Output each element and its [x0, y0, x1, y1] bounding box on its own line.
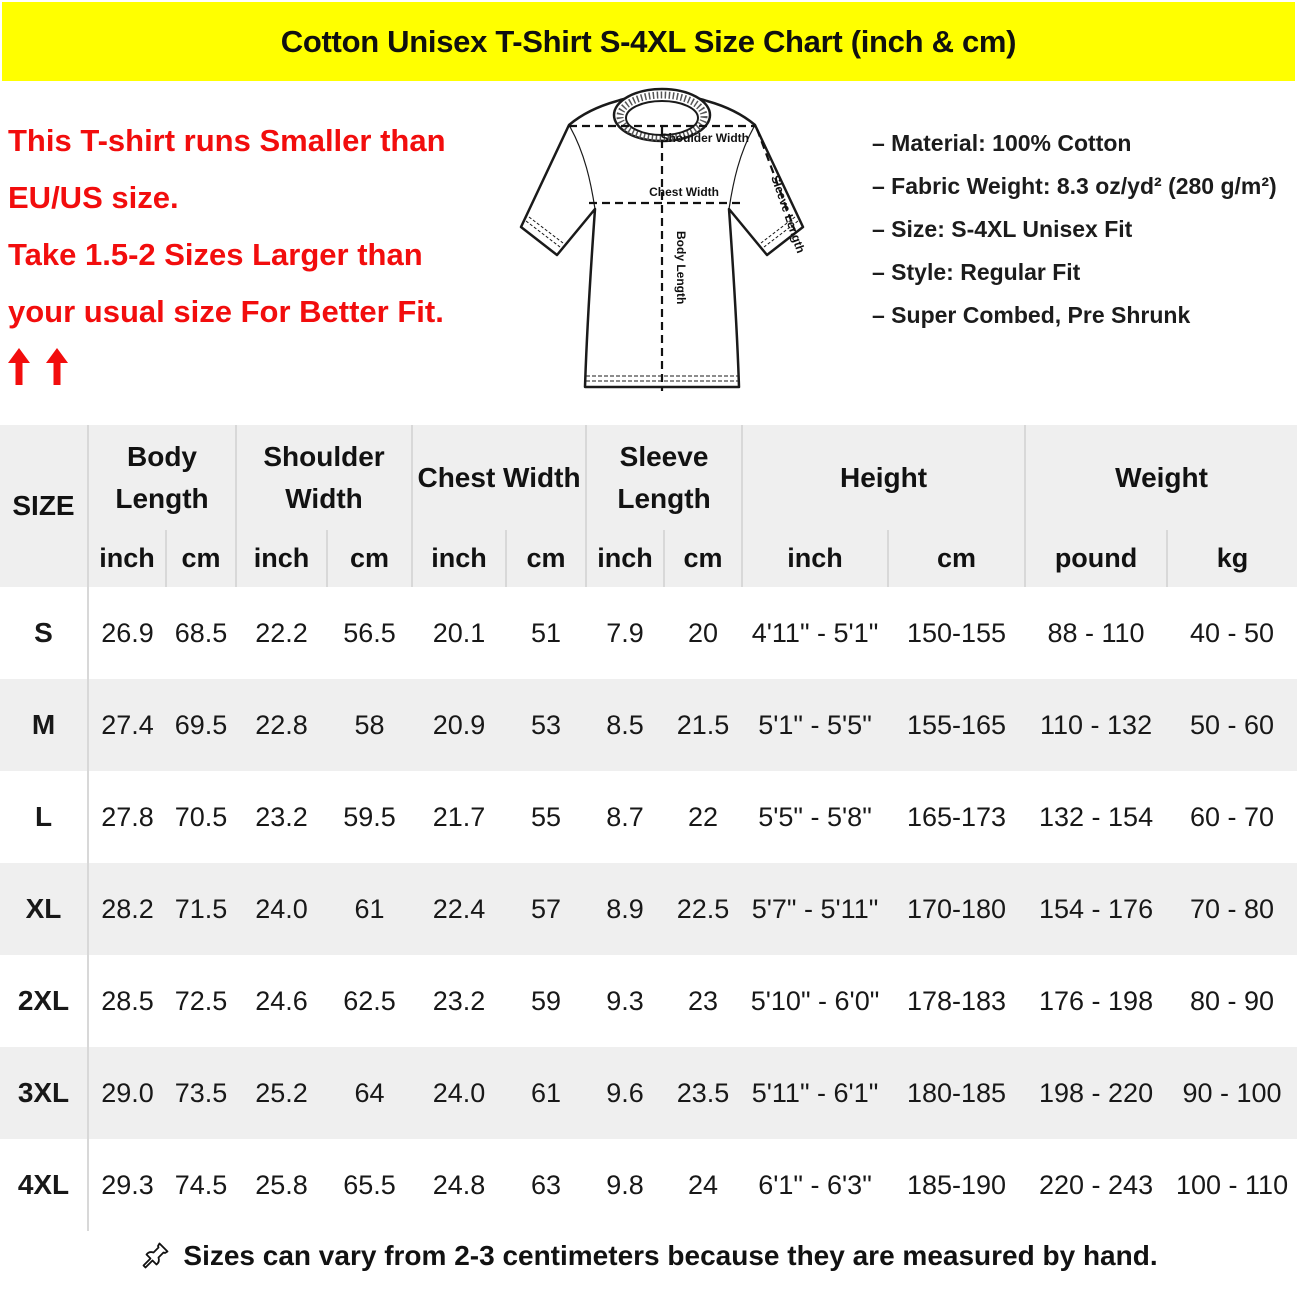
table-cell: 70 - 80 — [1190, 893, 1275, 924]
table-cell: 90 - 100 — [1182, 1077, 1282, 1108]
product-details-list — [872, 122, 1297, 337]
size-label: S — [0, 587, 88, 679]
table-cell: 56.5 — [343, 617, 396, 648]
table-cell: 68.5 — [174, 617, 228, 648]
table-row-4xl — [0, 1139, 1297, 1231]
table-cell: 178-183 — [906, 985, 1007, 1016]
table-cell: 5'7" - 5'11" — [751, 893, 879, 924]
table-cell: 5'10" - 6'0" — [750, 985, 880, 1016]
hand-measure-note — [0, 1240, 1297, 1272]
table-cell: 198 - 220 — [1039, 1077, 1154, 1108]
table-cell: 28.2 — [101, 893, 154, 924]
unit-header: kg — [1167, 530, 1297, 587]
note-text: Sizes can vary from 2-3 centimeters because they are measured by hand. — [183, 1240, 1158, 1271]
table-cell: 4'11" - 5'1" — [751, 617, 879, 648]
table-cell: 27.8 — [101, 801, 154, 832]
table-cell: 59 — [531, 985, 562, 1016]
table-cell: 100 - 110 — [1176, 1169, 1289, 1200]
table-cell: 59.5 — [343, 801, 396, 832]
fit-warning-line: This T-shirt runs Smaller than — [8, 123, 446, 158]
table-row-xl — [0, 863, 1297, 955]
table-row-3xl — [0, 1047, 1297, 1139]
detail-item-fabric-weight: – Fabric Weight: 8.3 oz/yd² (280 g/m²) — [872, 173, 1277, 199]
table-cell: 22.5 — [676, 893, 730, 924]
unit-header: cm — [166, 530, 236, 587]
table-cell: 51 — [531, 617, 562, 648]
tshirt-measurement-diagram — [505, 85, 861, 415]
table-cell: 21.7 — [432, 801, 486, 832]
table-cell: 176 - 198 — [1039, 985, 1154, 1016]
table-cell: 63 — [531, 1169, 562, 1200]
column-header-height: Height — [742, 425, 1025, 530]
table-cell: 64 — [354, 1077, 385, 1108]
table-cell: 5'11" - 6'1" — [751, 1077, 879, 1108]
table-cell: 74.5 — [174, 1169, 228, 1200]
table-cell: 180-185 — [906, 1077, 1007, 1108]
table-cell: 80 - 90 — [1190, 985, 1275, 1016]
table-cell: 62.5 — [343, 985, 396, 1016]
diagram-label-body-length: Body Length — [674, 231, 688, 305]
unit-header: pound — [1025, 530, 1167, 587]
table-cell: 5'5" - 5'8" — [758, 801, 872, 832]
unit-header: cm — [327, 530, 412, 587]
table-cell: 72.5 — [174, 985, 228, 1016]
size-label: L — [0, 771, 88, 863]
column-header-sleeve-length: Sleeve Length — [586, 425, 742, 530]
table-cell: 9.6 — [606, 1077, 644, 1108]
unit-header: inch — [88, 530, 166, 587]
table-cell: 70.5 — [174, 801, 228, 832]
page-title: Cotton Unisex T-Shirt S-4XL Size Chart (inch & cm) — [280, 23, 1017, 59]
table-cell: 71.5 — [174, 893, 228, 924]
table-cell: 132 - 154 — [1039, 801, 1154, 832]
detail-item-material: – Material: 100% Cotton — [872, 130, 1132, 156]
table-cell: 29.3 — [101, 1169, 154, 1200]
table-cell: 24.6 — [255, 985, 308, 1016]
unit-header: cm — [888, 530, 1025, 587]
table-cell: 110 - 132 — [1040, 709, 1153, 740]
table-cell: 27.4 — [101, 709, 154, 740]
diagram-label-chest-width: Chest Width — [649, 185, 719, 199]
detail-item-style: – Style: Regular Fit — [872, 259, 1081, 285]
fit-warning — [8, 112, 518, 385]
size-label: 4XL — [0, 1139, 88, 1231]
table-cell: 61 — [354, 893, 385, 924]
table-cell: 24.0 — [432, 1077, 486, 1108]
diagram-label-sleeve-length: Sleeve Length — [768, 173, 808, 255]
table-cell: 50 - 60 — [1190, 709, 1275, 740]
table-cell: 29.0 — [101, 1077, 154, 1108]
table-cell: 22 — [688, 801, 719, 832]
table-cell: 24.8 — [432, 1169, 486, 1200]
table-cell: 20.9 — [432, 709, 486, 740]
column-header-shoulder-width: Shoulder Width — [236, 425, 412, 530]
table-cell: 65.5 — [343, 1169, 396, 1200]
table-header-group-row — [0, 425, 1297, 530]
table-cell: 23.2 — [432, 985, 486, 1016]
table-row-2xl — [0, 955, 1297, 1047]
unit-header: cm — [664, 530, 742, 587]
table-cell: 25.2 — [255, 1077, 308, 1108]
table-cell: 155-165 — [906, 709, 1007, 740]
table-cell: 220 - 243 — [1039, 1169, 1154, 1200]
unit-header: cm — [506, 530, 586, 587]
table-row-s — [0, 587, 1297, 679]
fit-warning-line: your usual size For Better Fit. — [8, 294, 444, 329]
table-cell: 22.8 — [255, 709, 308, 740]
table-cell: 23.2 — [255, 801, 308, 832]
up-arrow-icon — [46, 348, 68, 385]
table-cell: 5'1" - 5'5" — [758, 709, 872, 740]
table-cell: 7.9 — [606, 617, 644, 648]
diagram-label-shoulder-width: Shoulder Width — [660, 131, 749, 145]
table-cell: 21.5 — [676, 709, 730, 740]
column-header-body-length: Body Length — [88, 425, 236, 530]
unit-header: inch — [236, 530, 327, 587]
table-cell: 55 — [531, 801, 562, 832]
table-cell: 9.8 — [606, 1169, 644, 1200]
table-cell: 20 — [688, 617, 719, 648]
table-cell: 6'1" - 6'3" — [758, 1169, 872, 1200]
column-header-chest-width: Chest Width — [412, 425, 586, 530]
size-label: 3XL — [0, 1047, 88, 1139]
table-cell: 58 — [354, 709, 385, 740]
table-cell: 24 — [688, 1169, 719, 1200]
table-cell: 61 — [531, 1077, 562, 1108]
table-cell: 53 — [531, 709, 562, 740]
unit-header: inch — [742, 530, 888, 587]
table-cell: 22.2 — [255, 617, 308, 648]
size-label: XL — [0, 863, 88, 955]
table-cell: 25.8 — [255, 1169, 308, 1200]
table-cell: 24.0 — [255, 893, 308, 924]
detail-item-finish: – Super Combed, Pre Shrunk — [872, 302, 1191, 328]
detail-item-size: – Size: S-4XL Unisex Fit — [872, 216, 1133, 242]
pushpin-icon — [139, 1240, 171, 1272]
table-cell: 60 - 70 — [1190, 801, 1275, 832]
table-cell: 165-173 — [906, 801, 1007, 832]
column-header-weight: Weight — [1025, 425, 1297, 530]
table-cell: 154 - 176 — [1039, 893, 1154, 924]
table-cell: 28.5 — [101, 985, 154, 1016]
size-label: M — [0, 679, 88, 771]
table-cell: 69.5 — [174, 709, 228, 740]
up-arrows — [8, 348, 518, 385]
column-header-size: SIZE — [0, 425, 88, 587]
up-arrow-icon — [8, 348, 30, 385]
table-cell: 23 — [688, 985, 719, 1016]
table-cell: 73.5 — [174, 1077, 228, 1108]
table-cell: 185-190 — [906, 1169, 1007, 1200]
tshirt-diagram-icon — [505, 85, 861, 415]
table-cell: 8.7 — [606, 801, 644, 832]
table-row-l — [0, 771, 1297, 863]
size-label: 2XL — [0, 955, 88, 1047]
table-cell: 9.3 — [606, 985, 644, 1016]
unit-header: inch — [412, 530, 506, 587]
table-cell: 150-155 — [906, 617, 1007, 648]
unit-header: inch — [586, 530, 664, 587]
table-cell: 8.9 — [606, 893, 644, 924]
size-chart-table — [0, 425, 1297, 1231]
table-row-m — [0, 679, 1297, 771]
table-cell: 22.4 — [432, 893, 486, 924]
title-banner — [2, 2, 1295, 81]
table-cell: 170-180 — [906, 893, 1007, 924]
table-cell: 57 — [531, 893, 562, 924]
fit-warning-line: Take 1.5-2 Sizes Larger than — [8, 237, 423, 272]
table-cell: 88 - 110 — [1047, 617, 1145, 648]
table-cell: 23.5 — [676, 1077, 730, 1108]
table-cell: 20.1 — [432, 617, 486, 648]
table-cell: 40 - 50 — [1190, 617, 1275, 648]
table-cell: 8.5 — [606, 709, 644, 740]
table-header-unit-row — [0, 530, 1297, 587]
fit-warning-line: EU/US size. — [8, 180, 179, 215]
table-cell: 26.9 — [101, 617, 154, 648]
